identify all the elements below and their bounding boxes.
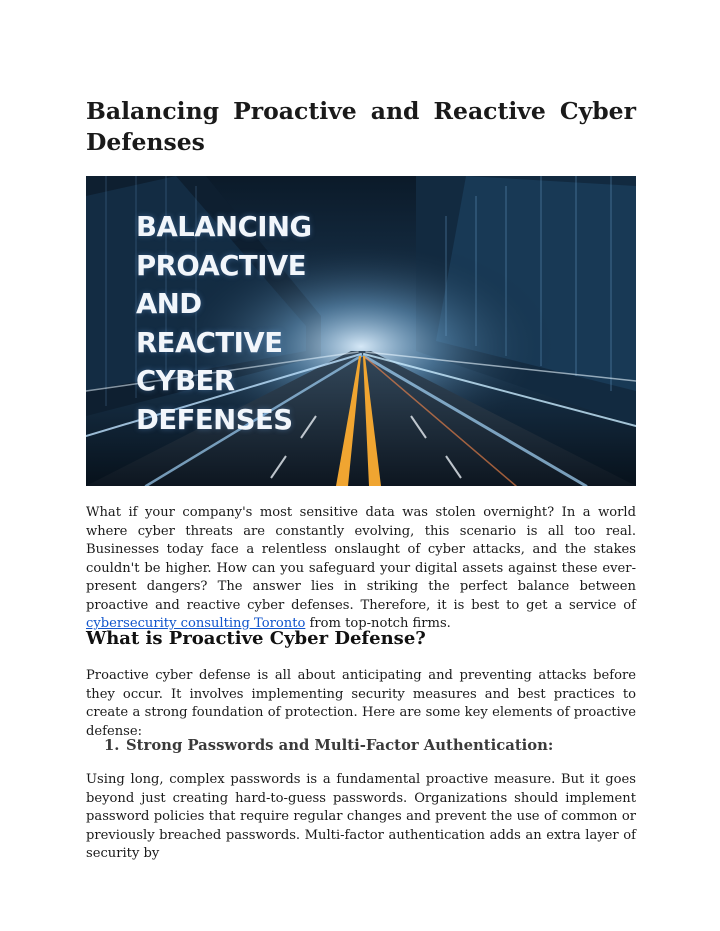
hero-overlay-line: REACTIVE: [136, 326, 283, 359]
intro-text-before-link: What if your company's most sensitive data was stolen overnight? In a world where cyber threats are constantly evolving, this scenario is all too real. Businesses today face a relentless onslaught of cyber attacks, and the stakes couldn't be higher. How can you safeguard your digital assets against these ever-present dangers? The answer lies in striking the perfect balance between proactive and reactive cyber defenses. Therefore, it is best to get a service of: [86, 505, 636, 613]
document-title-line-2: Defenses: [86, 128, 205, 156]
document-title-line-1: Balancing Proactive and Reactive Cyber: [86, 97, 636, 125]
hero-overlay-line: BALANCING: [136, 211, 312, 243]
cybersecurity-consulting-link[interactable]: cybersecurity consulting Toronto: [86, 616, 306, 631]
subsection-number: 1.: [104, 737, 120, 754]
hero-overlay-line: PROACTIVE: [136, 249, 306, 282]
hero-image: [86, 176, 636, 486]
intro-text-after-link: from top-notch firms.: [305, 616, 451, 631]
subsection-heading: [104, 736, 553, 756]
hero-overlay-line: DEFENSES: [136, 403, 293, 436]
intro-paragraph: [86, 504, 636, 634]
section-heading-proactive-defense: What is Proactive Cyber Defense?: [86, 628, 426, 649]
hero-overlay-line: CYBER: [136, 365, 235, 397]
hero-overlay-title: [136, 208, 312, 439]
section-paragraph: Proactive cyber defense is all about anticipating and preventing attacks before they occur. It involves implementing security measures and best practices to create a strong foundation of protection. Here are some key elements of proactive defense:: [86, 668, 636, 739]
subsection-paragraph: Using long, complex passwords is a fundamental proactive measure. But it goes beyond just creating hard-to-guess passwords. Organizations should implement password policies that require regular changes and prevent the use of common or previously breached passwords. Multi-factor authentication adds an extra layer of security by: [86, 772, 636, 861]
hero-overlay-line: AND: [136, 288, 202, 320]
subsection-heading-text: Strong Passwords and Multi-Factor Authentication:: [126, 737, 554, 754]
document-title: [86, 96, 636, 158]
